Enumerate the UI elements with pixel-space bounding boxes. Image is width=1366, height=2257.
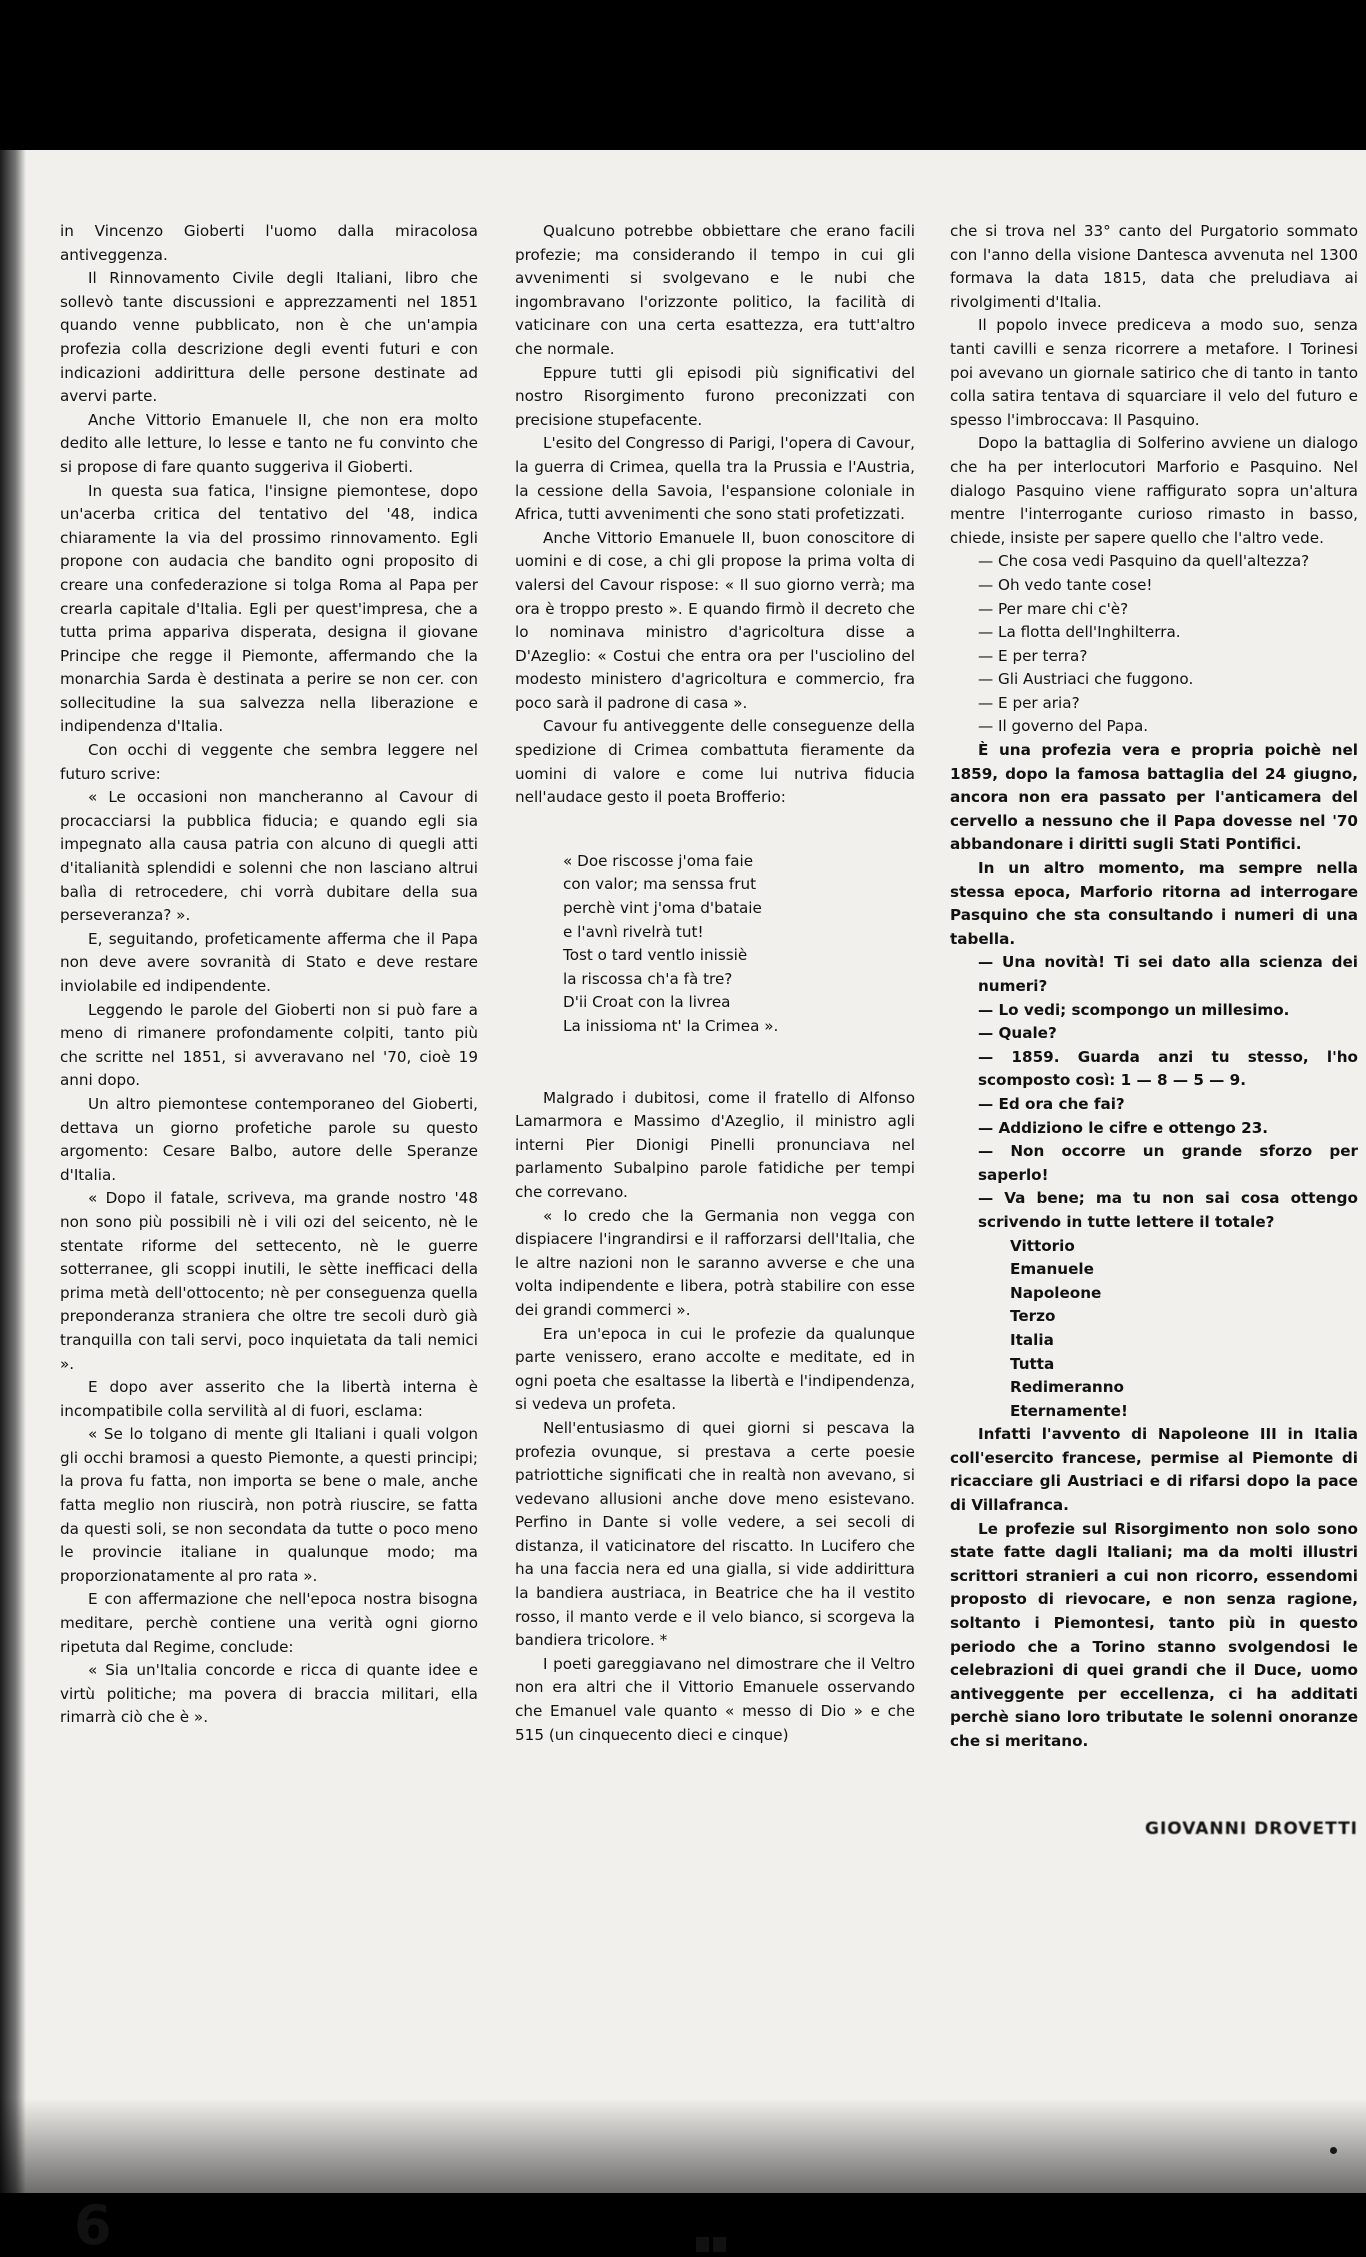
dialog-line: — La flotta dell'Inghilterra.: [978, 623, 1181, 642]
paragraph: Un altro piemontese contemporaneo del Gioberti, dettava un giorno profetiche parole su questo argomento: Cesare Balbo, autore delle Speranze d'Italia.: [60, 1094, 478, 1184]
paragraph: L'esito del Congresso di Parigi, l'opera di Cavour, la guerra di Crimea, quella tra la Prussia e l'Austria, la cessione della Savoia, l'espansione coloniale in Africa, tutti avvenimenti che sono stati profetizzati.: [515, 434, 915, 524]
dialog-line: — Gli Austriaci che fuggono.: [978, 670, 1194, 689]
verse-line: La inissioma nt' la Crimea ».: [563, 1017, 779, 1035]
dialog-line: — E per aria?: [978, 693, 1080, 712]
paragraph: « Dopo il fatale, scriveva, ma grande nostro '48 non sono più possibili nè i vili ozi del seicento, nè le stentate riforme del settecento, nè le guerre sotterranee, gli scoppi inutili, le sètte inefficaci della prima metà dell'ottocento; nè per conseguenza quella preponderanza straniera che oltre tre secoli durò già tranquilla con tali servi, poco inquietata da tali nemici ».: [60, 1189, 478, 1373]
acrostic-word: Vittorio: [1010, 1236, 1075, 1255]
paragraph: Dopo la battaglia di Solferino avviene un dialogo che ha per interlocutori Marforio e Pasquino. Nel dialogo Pasquino viene raffigurato sopra un'altura mentre l'interrogante curioso rimasto in basso, chiede, insiste per sapere quello che l'altro vede.: [950, 434, 1358, 547]
paragraph: Infatti l'avvento di Napoleone III in Italia coll'esercito francese, permise al Piemonte di ricacciare gli Austriaci e di rifarsi dopo la pace di Villafranca.: [950, 1425, 1358, 1515]
dialog-line: — Che cosa vedi Pasquino da quell'altezza?: [978, 552, 1310, 571]
paragraph: E con affermazione che nell'epoca nostra bisogna meditare, perchè contiene una verità ogni giorno ripetuta dal Regime, conclude:: [60, 1590, 478, 1656]
paragraph: In questa sua fatica, l'insigne piemontese, dopo un'acerba critica del tentativo del '48, indica chiaramente la via del prossimo rinnovamento. Egli propone con audacia che bandito ogni proposito di creare una confederazione si tolga Roma al Papa per crearla capitale d'Italia. Egli per quest'impresa, che a tutta prima appariva disperata, designa il giovane Principe che regge il Piemonte, affermando che la monarchia Sarda è destinata a perire se non cer. con sollecitudine la sua salvezza nella liberazione e indipendenza d'Italia.: [60, 481, 478, 736]
dialog-line: — Non occorre un grande sforzo per saperlo!: [978, 1142, 1358, 1184]
paragraph: in Vincenzo Gioberti l'uomo dalla miracolosa antiveggenza.: [60, 222, 478, 264]
acrostic-word: Tutta: [1010, 1354, 1055, 1373]
paragraph: Cavour fu antiveggente delle conseguenze della spedizione di Crimea combattuta fieramente da uomini di valore e come lui nutriva fiducia nell'audace gesto il poeta Brofferio:: [515, 717, 915, 807]
acrostic-word: Emanuele: [1010, 1260, 1094, 1279]
paragraph: « Io credo che la Germania non vegga con dispiacere l'ingrandirsi e il rafforzarsi dell'Italia, che le altre nazioni non le saranno avverse e che una volta indipendente e libera, potrà stabilire con esse dei grandi commerci ».: [515, 1206, 915, 1319]
paragraph: Anche Vittorio Emanuele II, che non era molto dedito alle letture, lo lesse e tanto ne fu convinto che si propose di fare quanto suggeriva il Gioberti.: [60, 410, 478, 476]
dialog-line: — Lo vedi; scompongo un millesimo.: [978, 1000, 1290, 1019]
verse-line: e l'avnì rivelrà tut!: [563, 922, 704, 941]
paragraph: È una profezia vera e propria poichè nel 1859, dopo la famosa battaglia del 24 giugno, ancora non era passato per l'anticamera del cervello a nessuno che il Papa dovesse nel '70 abbandonare i diritti sugli Stati Pontifici.: [950, 741, 1358, 854]
dialog-line: — Il governo del Papa.: [978, 717, 1149, 736]
end-mark-square-right: [713, 2237, 726, 2252]
paragraph: Malgrado i dubitosi, come il fratello di Alfonso Lamarmora e Massimo d'Azeglio, il ministro agli interni Pier Dionigi Pinelli pronunciava nel parlamento Subalpino parole fatidiche per tempi che correvano.: [515, 1088, 915, 1201]
paragraph: Il popolo invece prediceva a modo suo, senza tanti cavilli e senza ricorrere a metafore. I Torinesi poi avevano un giornale satirico che di tanto in tanto colla satira tentava di squarciare il velo del futuro e spesso l'imbroccava: Il Pasquino.: [950, 316, 1358, 429]
acrostic-name-list: [950, 1235, 1358, 1424]
author-signature: GIOVANNI DROVETTI: [1144, 1818, 1358, 1839]
dialog-line: — Una novità! Ti sei dato alla scienza dei numeri?: [978, 953, 1358, 995]
pasquino-dialog-2: [950, 951, 1358, 1234]
dialog-line: — Ed ora che fai?: [978, 1094, 1125, 1113]
acrostic-word: Redimeranno: [1010, 1378, 1124, 1397]
paragraph: Qualcuno potrebbe obbiettare che erano facili profezie; ma considerando il tempo in cui gli avvenimenti si svolgevano e le nubi che ingombravano l'orizzonte politico, la facilità di vaticinare con una certa esattezza, era tutt'altro che normale.: [515, 222, 915, 358]
paragraph: Le profezie sul Risorgimento non solo sono state fatte dagli Italiani; ma da molti illustri scrittori stranieri a cui non ricorro, essendomi proposto di rievocare, e non senza ragione, soltanto i Piemontesi, tanto più in questo periodo che a Torino stanno svolgendosi le celebrazioni di quei grandi che il Duce, uomo antiveggente per eccellenza, ci ha additati perchè siano loro tributate le solenni onoranze che si meritano.: [950, 1519, 1358, 1750]
verse-line: « Doe riscosse j'oma faie: [563, 851, 754, 870]
column-3-intro: [950, 220, 1358, 550]
verse-line: la riscossa ch'a fà tre?: [563, 969, 733, 988]
dialog-line: — Per mare chi c'è?: [978, 599, 1129, 618]
dialog-line: — Va bene; ma tu non sai cosa ottengo scrivendo in tutte lettere il totale?: [978, 1189, 1358, 1231]
acrostic-word: Napoleone: [1010, 1283, 1102, 1302]
paragraph: In un altro momento, ma sempre nella stessa epoca, Marforio ritorna ad interrogare Pasquino che sta consultando i numeri di una tabella.: [950, 859, 1358, 948]
paragraph: Leggendo le parole del Gioberti non si può fare a meno di rimanere profondamente colpiti, tanto più che scritte nel 1851, si avveravano nel '70, cioè 19 anni dopo.: [60, 1000, 478, 1090]
paragraph: E dopo aver asserito che la libertà interna è incompatibile colla servilità al di fuori, esclama:: [60, 1378, 478, 1420]
column-3-end: [950, 1423, 1358, 1753]
column-2: [515, 220, 915, 1747]
brofferio-verse: [563, 850, 915, 1039]
paragraph: che si trova nel 33° canto del Purgatorio sommato con l'anno della visione Dantesca avvenuta nel 1300 formava la data 1815, data che preludiava ai rivolgimenti d'Italia.: [950, 222, 1358, 311]
paragraph: « Se lo tolgano di mente gli Italiani i quali volgon gli occhi bramosi a questo Piemonte, a questi principi; la prova fu fatta, non importa se bene o male, anche fatta meglio non riuscirà, non potrà riuscire, se fatta da questi soli, se non secondata da tutte o poco meno le provincie italiane in qualunque modo; ma proporzionatamente al pro rata ».: [60, 1425, 478, 1585]
verse-line: perchè vint j'oma d'bataie: [563, 899, 762, 918]
dialog-line: — E per terra?: [978, 646, 1088, 665]
paragraph: Anche Vittorio Emanuele II, buon conoscitore di uomini e di cose, a chi gli propose la prima volta di valersi del Cavour rispose: « Il suo giorno verrà; ma ora è troppo presto ». E quando firmò il decreto che lo nominava ministro d'agricoltura disse a D'Azeglio: « Costui che entra ora per l'usciolino del modesto ministero d'agricoltura e commercio, fra poco sarà il padrone di casa ».: [515, 528, 915, 712]
verse-line: Tost o tard ventlo inissiè: [563, 946, 748, 965]
dialog-line: — Quale?: [978, 1024, 1057, 1043]
paragraph: Con occhi di veggente che sembra leggere nel futuro scrive:: [60, 741, 478, 783]
column-2-intro: [515, 220, 915, 810]
acrostic-word: Terzo: [1010, 1307, 1056, 1326]
paragraph: I poeti gareggiavano nel dimostrare che il Veltro non era altri che il Vittorio Emanuele osservando che Emanuel vale quanto « messo di Dio » e che 515 (un cinquecento dieci e cinque): [515, 1654, 915, 1744]
column-2-continued: [515, 1087, 915, 1748]
paragraph: Il Rinnovamento Civile degli Italiani, libro che sollevò tante discussioni e apprezzamenti nel 1851 quando venne pubblicato, non è che un'ampia profezia colla descrizione degli eventi futuri e con indicazioni addirittura delle persone destinate ad avervi parte.: [60, 269, 478, 406]
scan-shadow: [0, 2098, 1366, 2193]
column-3: [950, 220, 1358, 1841]
column-1: [60, 220, 478, 1730]
pasquino-dialog-1: [950, 550, 1358, 739]
paragraph: « Le occasioni non mancheranno al Cavour di procacciarsi la pubblica fiducia; e quando egli sia impegnato alla causa patria con alcuno di quegli atti d'italianità splendidi e solenni che non lasciano altrui balìa di retrocedere, chi vorrà dubitare della sua perseveranza? ».: [60, 788, 478, 925]
paragraph: E, seguitando, profeticamente afferma che il Papa non deve avere sovranità di Stato e deve restare inviolabile ed indipendente.: [60, 929, 478, 995]
acrostic-word: Italia: [1010, 1330, 1054, 1349]
acrostic-word: Eternamente!: [1010, 1401, 1128, 1420]
paragraph: Eppure tutti gli episodi più significativi del nostro Risorgimento furono preconizzati con precisione stupefacente.: [515, 363, 915, 429]
dialog-line: — Addiziono le cifre e ottengo 23.: [978, 1118, 1269, 1137]
end-mark-square-left: [696, 2237, 709, 2252]
dialog-line: — Oh vedo tante cose!: [978, 575, 1153, 594]
dialog-line: — 1859. Guarda anzi tu stesso, l'ho scomposto così: 1 — 8 — 5 — 9.: [978, 1047, 1358, 1090]
page-number: 6: [74, 2194, 112, 2257]
verse-line: con valor; ma senssa frut: [563, 875, 757, 894]
paragraph: Nell'entusiasmo di quei giorni si pescava la profezia ovunque, si prestava a certe poesie patriottiche significati che in realtà non avevano, si vedevano allusioni anche dove meno esistevano. Perfino in Dante si volle vedere, a sei secoli di distanza, il vaticinatore del riscatto. In Lucifero che ha una faccia nera ed una gialla, si vide addirittura la bandiera austriaca, in Beatrice che ha il vestito rosso, il manto verde e il velo bianco, si scorgeva la bandiera tricolore. *: [515, 1418, 915, 1650]
magazine-page: [0, 150, 1366, 2257]
paragraph: « Sia un'Italia concorde e ricca di quante idee e virtù politiche; ma povera di braccia militari, ella rimarrà ciò che è ».: [60, 1661, 478, 1727]
column-3-middle: [950, 739, 1358, 951]
paragraph: Era un'epoca in cui le profezie da qualunque parte venissero, erano accolte e meditate, ed in ogni poeta che esaltasse la libertà e l'indipendenza, si vedeva un profeta.: [515, 1324, 915, 1414]
verse-line: D'ii Croat con la livrea: [563, 993, 731, 1012]
